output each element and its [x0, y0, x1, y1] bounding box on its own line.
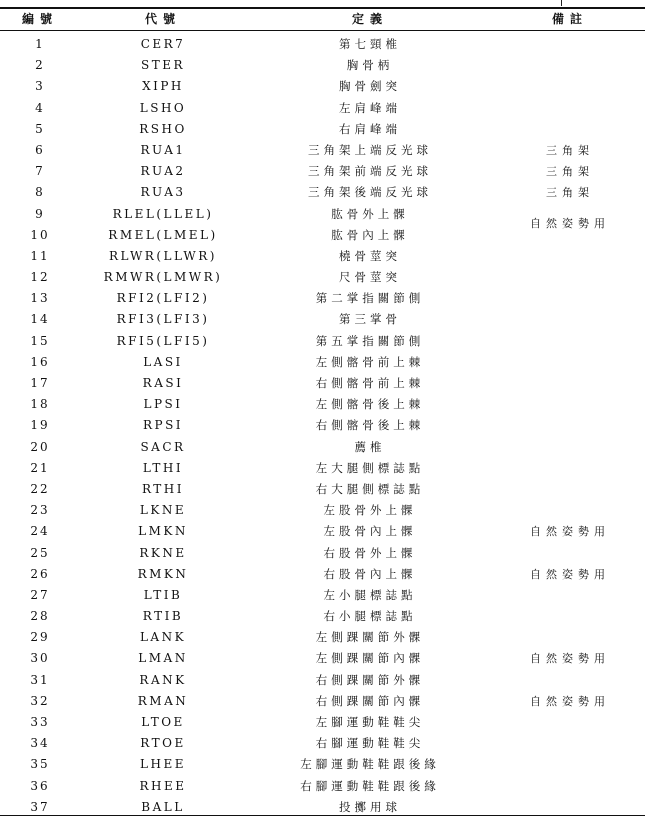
- cell-note: 三角架: [546, 165, 594, 179]
- cell-code: LKNE: [139, 503, 187, 518]
- cell-note: 三角架: [546, 186, 594, 200]
- table-row: [0, 670, 645, 691]
- cell-number: 29: [30, 630, 50, 645]
- cell-number: 35: [30, 757, 50, 772]
- cell-number: 34: [30, 736, 50, 751]
- cell-note: [500, 670, 640, 691]
- cell-number: 13: [30, 291, 50, 306]
- cell-note: [500, 500, 640, 521]
- cell-code: RFI2(LFI2): [116, 291, 210, 306]
- header-definition: 定義: [351, 12, 388, 26]
- marker-table-body: [0, 34, 645, 818]
- cell-note: [500, 55, 640, 76]
- table-row: [0, 627, 645, 648]
- cell-number: 12: [30, 270, 50, 285]
- table-row: [0, 373, 645, 394]
- merged-note-rows-9-10: 自然姿勢用: [530, 217, 610, 230]
- cell-number: 33: [30, 715, 50, 729]
- cell-definition: 右側踝關節外髁: [315, 672, 425, 687]
- cell-code: LMAN: [138, 651, 188, 666]
- cell-code: RMAN: [137, 693, 189, 708]
- cell-number: 30: [30, 651, 50, 666]
- cell-note: [500, 437, 640, 458]
- cell-number: 6: [35, 142, 45, 157]
- header-number: 編號: [21, 12, 58, 26]
- table-row: [0, 415, 645, 436]
- cell-note: [500, 34, 640, 55]
- cell-code: LHEE: [140, 757, 186, 772]
- cell-note: [500, 309, 640, 330]
- table-row: [0, 437, 645, 458]
- cell-code: RMWR(LMWR): [103, 270, 223, 285]
- cell-code: LANK: [139, 630, 187, 645]
- cell-definition: 左側髂骨前上棘: [315, 354, 425, 369]
- cell-note: [500, 479, 640, 500]
- cell-definition: 投擲用球: [339, 799, 401, 814]
- cell-code: RTIB: [142, 609, 184, 624]
- table-row: [0, 500, 645, 521]
- cell-definition: 左側踝關節內髁: [315, 651, 425, 666]
- cell-code: RPSI: [142, 418, 184, 433]
- cell-number: 11: [30, 248, 50, 263]
- cell-code: RANK: [139, 672, 187, 687]
- cell-note: 自然姿勢用: [530, 525, 610, 539]
- table-row: [0, 479, 645, 500]
- cell-number: 28: [30, 609, 50, 624]
- table-row: [0, 119, 645, 140]
- cell-definition: 肱骨內上髁: [331, 227, 409, 242]
- cell-note: 自然姿勢用: [530, 567, 610, 581]
- cell-code: CER7: [140, 37, 186, 51]
- cell-note: [500, 331, 640, 352]
- table-row: [0, 34, 645, 55]
- cell-note: [500, 712, 640, 733]
- cell-definition: 右側髂骨前上棘: [315, 376, 425, 390]
- table-row: [0, 331, 645, 352]
- table-row: [0, 394, 645, 415]
- cell-note: 自然姿勢用: [530, 694, 610, 708]
- cell-code: RLEL(LLEL): [112, 206, 214, 221]
- cell-definition: 第五掌指關節側: [315, 333, 425, 348]
- header-note: 備註: [551, 12, 588, 26]
- cell-definition: 三角架上端反光球: [308, 142, 432, 157]
- cell-definition: 三角架前端反光球: [308, 164, 432, 179]
- cell-definition: 肱骨外上髁: [331, 206, 409, 221]
- table-row: [0, 543, 645, 564]
- table-row: [0, 55, 645, 76]
- cell-code: LPSI: [143, 397, 183, 412]
- cell-number: 32: [30, 693, 50, 708]
- cell-code: RUA1: [140, 142, 186, 157]
- cell-note: [500, 733, 640, 754]
- header-code: 代號: [144, 12, 181, 26]
- table-row: [0, 521, 645, 542]
- table-row: [0, 288, 645, 309]
- table-row: [0, 648, 645, 669]
- cell-note: [500, 585, 640, 606]
- cell-definition: 薦椎: [354, 439, 386, 454]
- cell-code: RSHO: [139, 121, 187, 136]
- cell-definition: 右股骨外上髁: [323, 545, 417, 560]
- cell-definition: 左小腿標誌點: [323, 587, 417, 602]
- cell-note: [500, 754, 640, 775]
- cell-note: [500, 627, 640, 648]
- cell-code: RTOE: [140, 736, 186, 751]
- cell-note: [500, 98, 640, 119]
- cell-definition: 尺骨莖突: [339, 270, 401, 285]
- cell-code: RHEE: [139, 778, 187, 793]
- table-row: [0, 76, 645, 97]
- cell-number: 3: [35, 79, 45, 94]
- cell-number: 24: [30, 524, 50, 539]
- cell-code: RLWR(LLWR): [109, 248, 217, 263]
- cell-code: RTHI: [141, 481, 185, 496]
- table-row: [0, 712, 645, 733]
- cell-note: 三角架: [546, 143, 594, 157]
- cell-code: LTIB: [143, 587, 183, 602]
- cell-definition: 左大腿側標誌點: [315, 460, 425, 475]
- cell-note: [500, 543, 640, 564]
- cell-number: 10: [30, 227, 50, 242]
- cell-definition: 第三掌骨: [339, 312, 401, 327]
- cell-definition: 左側踝關節外髁: [315, 630, 425, 645]
- table-row: [0, 691, 645, 712]
- cell-number: 16: [30, 354, 50, 369]
- cell-number: 26: [30, 566, 50, 581]
- cell-definition: 胸骨劍突: [339, 79, 401, 94]
- cell-code: RMEL(LMEL): [108, 227, 218, 242]
- table-row: [0, 182, 645, 203]
- cell-definition: 左腳運動鞋鞋跟後緣: [300, 757, 440, 772]
- cell-note: [500, 458, 640, 479]
- cell-definition: 右小腿標誌點: [323, 609, 417, 624]
- cell-number: 25: [30, 545, 50, 560]
- cell-number: 27: [30, 587, 50, 602]
- cell-definition: 右股骨內上髁: [323, 566, 417, 581]
- cell-code: LMKN: [138, 524, 188, 539]
- table-row: [0, 140, 645, 161]
- cell-definition: 左股骨內上髁: [323, 524, 417, 539]
- cell-number: 18: [30, 397, 50, 412]
- cell-code: SACR: [140, 439, 186, 454]
- cell-definition: 第七頸椎: [339, 37, 401, 51]
- cell-note: [500, 352, 640, 373]
- cell-number: 7: [35, 164, 45, 179]
- cell-code: RUA2: [140, 164, 186, 179]
- cell-definition: 左側髂骨後上棘: [315, 397, 425, 412]
- cell-definition: 橈骨莖突: [339, 248, 401, 263]
- cell-note: [500, 76, 640, 97]
- cell-definition: 右側踝關節內髁: [315, 693, 425, 708]
- cell-code: RFI3(LFI3): [116, 312, 210, 327]
- cell-definition: 右側髂骨後上棘: [315, 418, 425, 433]
- table-row: [0, 458, 645, 479]
- table-row: [0, 352, 645, 373]
- cell-definition: 左腳運動鞋鞋尖: [315, 715, 425, 729]
- table-row: [0, 98, 645, 119]
- table-row: [0, 161, 645, 182]
- table-header-rule: [0, 30, 645, 31]
- cell-definition: 第二掌指關節側: [315, 291, 425, 306]
- cell-number: 5: [35, 121, 45, 136]
- cell-number: 17: [30, 376, 50, 390]
- cell-note: [500, 119, 640, 140]
- cell-code: LTOE: [141, 715, 185, 729]
- cell-code: LTHI: [142, 460, 184, 475]
- cell-definition: 右腳運動鞋鞋尖: [315, 736, 425, 751]
- cell-code: STER: [140, 58, 186, 73]
- table-row: [0, 246, 645, 267]
- cell-code: XIPH: [142, 79, 184, 94]
- cell-code: RKNE: [139, 545, 187, 560]
- table-row: [0, 564, 645, 585]
- cell-definition: 左股骨外上髁: [323, 503, 417, 518]
- cell-number: 20: [30, 439, 50, 454]
- cell-number: 8: [35, 185, 45, 200]
- table-row: [0, 585, 645, 606]
- cell-definition: 三角架後端反光球: [308, 185, 432, 200]
- cell-number: 9: [35, 206, 45, 221]
- cell-definition: 右大腿側標誌點: [315, 481, 425, 496]
- cell-number: 23: [30, 503, 50, 518]
- cell-note: [500, 776, 640, 797]
- cell-note: [500, 288, 640, 309]
- cell-code: RFI5(LFI5): [116, 333, 210, 348]
- cell-number: 1: [35, 37, 45, 51]
- cell-definition: 左肩峰端: [339, 100, 401, 115]
- page-corner-tick: [561, 0, 562, 6]
- cell-number: 22: [30, 481, 50, 496]
- cell-code: RMKN: [137, 566, 189, 581]
- cell-note: [500, 246, 640, 267]
- table-row: [0, 267, 645, 288]
- cell-definition: 右腳運動鞋鞋跟後緣: [300, 778, 440, 793]
- cell-note: [500, 606, 640, 627]
- cell-code: LASI: [143, 354, 183, 369]
- cell-number: 15: [30, 333, 50, 348]
- cell-number: 37: [30, 799, 50, 814]
- cell-note: [500, 267, 640, 288]
- cell-number: 31: [30, 672, 50, 687]
- cell-code: RUA3: [140, 185, 186, 200]
- cell-number: 4: [35, 100, 45, 115]
- cell-note: [500, 373, 640, 394]
- cell-number: 21: [30, 460, 50, 475]
- table-row: [0, 606, 645, 627]
- cell-number: 36: [30, 778, 50, 793]
- table-row: [0, 776, 645, 797]
- cell-definition: 右肩峰端: [339, 121, 401, 136]
- cell-definition: 胸骨柄: [346, 58, 394, 73]
- cell-code: RASI: [142, 376, 184, 390]
- cell-number: 19: [30, 418, 50, 433]
- cell-note: [500, 415, 640, 436]
- cell-code: LSHO: [139, 100, 187, 115]
- cell-note: 自然姿勢用: [530, 652, 610, 666]
- cell-number: 14: [30, 312, 50, 327]
- cell-code: BALL: [141, 799, 185, 814]
- table-row: [0, 733, 645, 754]
- cell-note: [500, 394, 640, 415]
- table-row: [0, 309, 645, 330]
- cell-number: 2: [35, 58, 45, 73]
- table-row: [0, 754, 645, 775]
